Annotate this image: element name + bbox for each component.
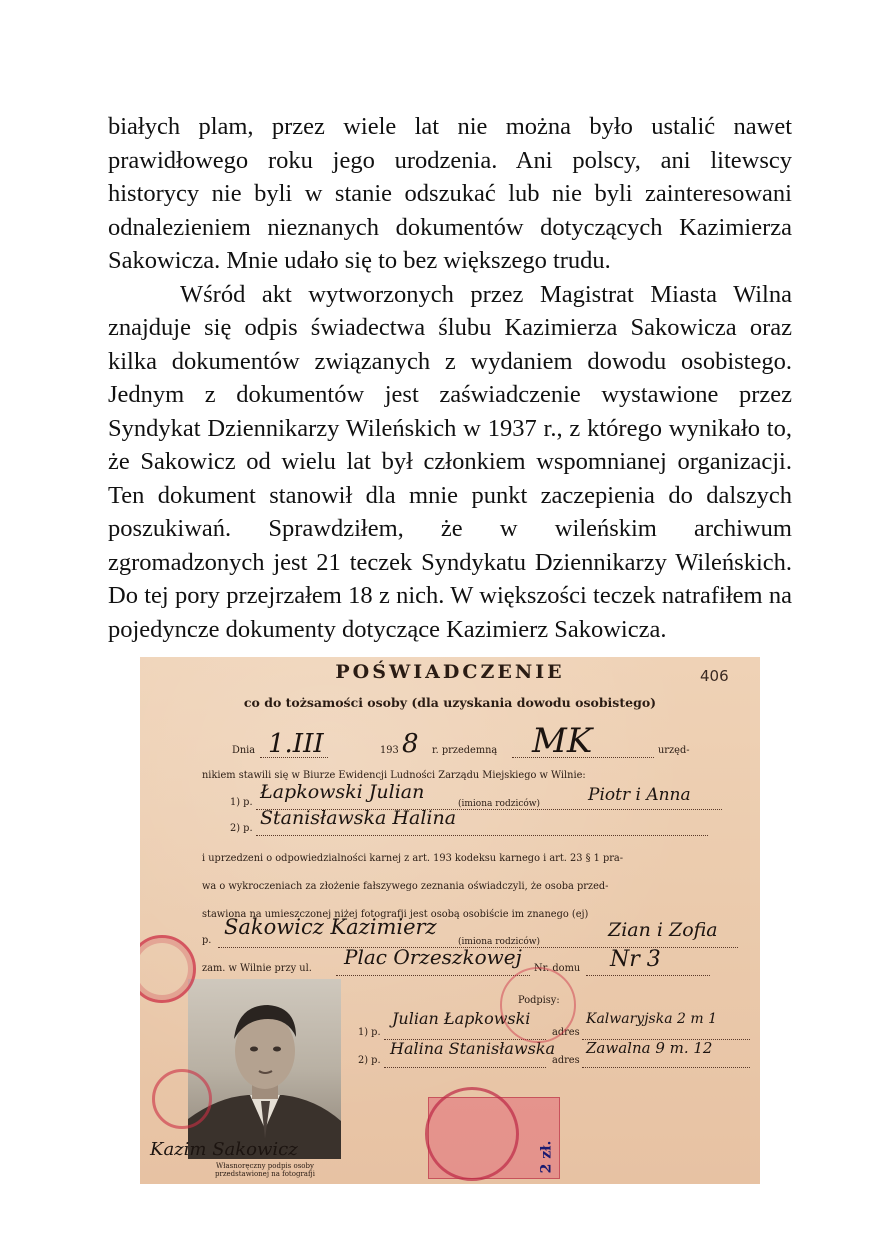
handwritten-signer-1: Julian Łapkowski: [392, 1009, 531, 1028]
archive-number: 406: [700, 667, 729, 685]
label-person-1: 1) p.: [230, 797, 253, 808]
label-przedemna: r. przedemną: [432, 745, 498, 756]
label-parents-3: (imiona rodziców): [458, 937, 541, 947]
handwritten-street: Plac Orzeszkowej: [344, 945, 522, 969]
handwritten-signer-2: Halina Stanisławska: [390, 1039, 556, 1058]
official-stamp: [152, 1069, 212, 1129]
label-signer-2: 2) p.: [358, 1055, 381, 1066]
certificate-subtitle: co do tożsamości osoby (dla uzyskania dowodu osobistego): [243, 695, 657, 710]
revenue-stamp-value: 2 zł.: [538, 1140, 555, 1174]
label-person-2: 2) p.: [230, 823, 253, 834]
scanned-certificate: [140, 657, 760, 1184]
text-line-2: nikiem stawili się w Biurze Ewidencji Ludności Zarządu Miejskiego w Wilnie:: [202, 770, 586, 781]
handwritten-date: 1.III: [268, 729, 324, 759]
label-dnia: Dnia: [232, 745, 256, 756]
handwritten-official-signature: MK: [532, 721, 593, 761]
text-line-6: wa o wykroczeniach za złożenie fałszywego zeznania oświadczyli, że osoba przed-: [202, 881, 609, 892]
label-address-1: adres: [552, 1027, 580, 1038]
label-address-2: adres: [552, 1055, 580, 1066]
label-address: zam. w Wilnie przy ul.: [202, 963, 312, 974]
label-person-3: p.: [202, 935, 212, 946]
dotted-line: [586, 975, 710, 976]
handwritten-person-2: Stanisławska Halina: [260, 807, 457, 829]
text-line-7: stawiona na umieszczonej niżej fotografji jest osobą osobiście im znanego (ej): [202, 909, 589, 920]
article-text: [108, 110, 792, 646]
dotted-line: [384, 1067, 546, 1068]
handwritten-parents-1: Piotr i Anna: [588, 785, 691, 805]
portrait-photo: [188, 979, 341, 1159]
handwritten-house-number: Nr 3: [610, 947, 661, 972]
caption-line-1: Własnoręczny podpis osoby: [216, 1162, 314, 1170]
official-stamp: [500, 967, 576, 1043]
handwritten-address-1: Kalwaryjska 2 m 1: [586, 1011, 718, 1027]
dotted-line: [512, 757, 654, 758]
revenue-stamp-seal: [425, 1087, 519, 1181]
paragraph-2: Wśród akt wytworzonych przez Magistrat Miasta Wilna znajduje się odpis świadectwa ślubu Kazimierza Sakowicza oraz kilka dokumentów związanych z wydaniem dowodu osobistego. Jednym z dokumentów jest zaświadczenie wystawione przez Syndykat Dziennikarzy Wileńskich w 1937 r., z którego wynikało to, że Sakowicz od wielu lat był członkiem wspomnianej organizacji. Ten dokument stanowił dla mnie punkt zaczepienia do dalszych poszukiwań. Sprawdziłem, że w wileńskim archiwum zgromadzonych jest 21 teczek Syndykatu Dziennikarzy Wileńskich. Do tej pory przejrzałem 18 z nich. W większości teczek natrafiłem na pojedyncze dokumenty dotyczące Kazimierz Sakowicza.: [108, 280, 792, 643]
label-urzed: urzęd-: [658, 745, 690, 756]
dotted-line: [582, 1067, 750, 1068]
label-house-number: Nr. domu: [534, 963, 581, 974]
dotted-line: [336, 975, 530, 976]
dotted-line: [256, 835, 708, 836]
portrait-illustration: [188, 979, 341, 1159]
label-year: 193: [380, 745, 399, 756]
paragraph-1: białych plam, przez wiele lat nie można było ustalić nawet prawidłowego roku jego urodzenia. Ani polscy, ani litewscy historycy nie byli w stanie odszukać lub nie byli zainteresowani odnalezieniem nieznanych dokumentów dotyczących Kazimierza Sakowicza. Mnie udało się to bez większego trudu.: [108, 113, 792, 274]
certificate-title: POŚWIADCZENIE: [335, 661, 565, 683]
label-signer-1: 1) p.: [358, 1027, 381, 1038]
handwritten-photo-signature: Kazim Sakowicz: [150, 1139, 298, 1160]
text-line-5: i uprzedzeni o odpowiedzialności karnej z art. 193 kodeksu karnego i art. 23 § 1 pra-: [202, 853, 624, 864]
label-signatures: Podpisy:: [518, 995, 560, 1006]
photo-caption: [195, 1162, 335, 1178]
handwritten-address-2: Zawalna 9 m. 12: [586, 1039, 713, 1057]
handwritten-year: 8: [402, 729, 419, 759]
caption-line-2: przedstawionej na fotografji: [215, 1170, 315, 1178]
label-parents-1: (imiona rodziców): [458, 799, 541, 809]
handwritten-parents-3: Zian i Zofia: [608, 919, 718, 941]
handwritten-person-1: Łapkowski Julian: [260, 781, 425, 803]
handwritten-person-3: Sakowicz Kazimierz: [224, 915, 437, 939]
